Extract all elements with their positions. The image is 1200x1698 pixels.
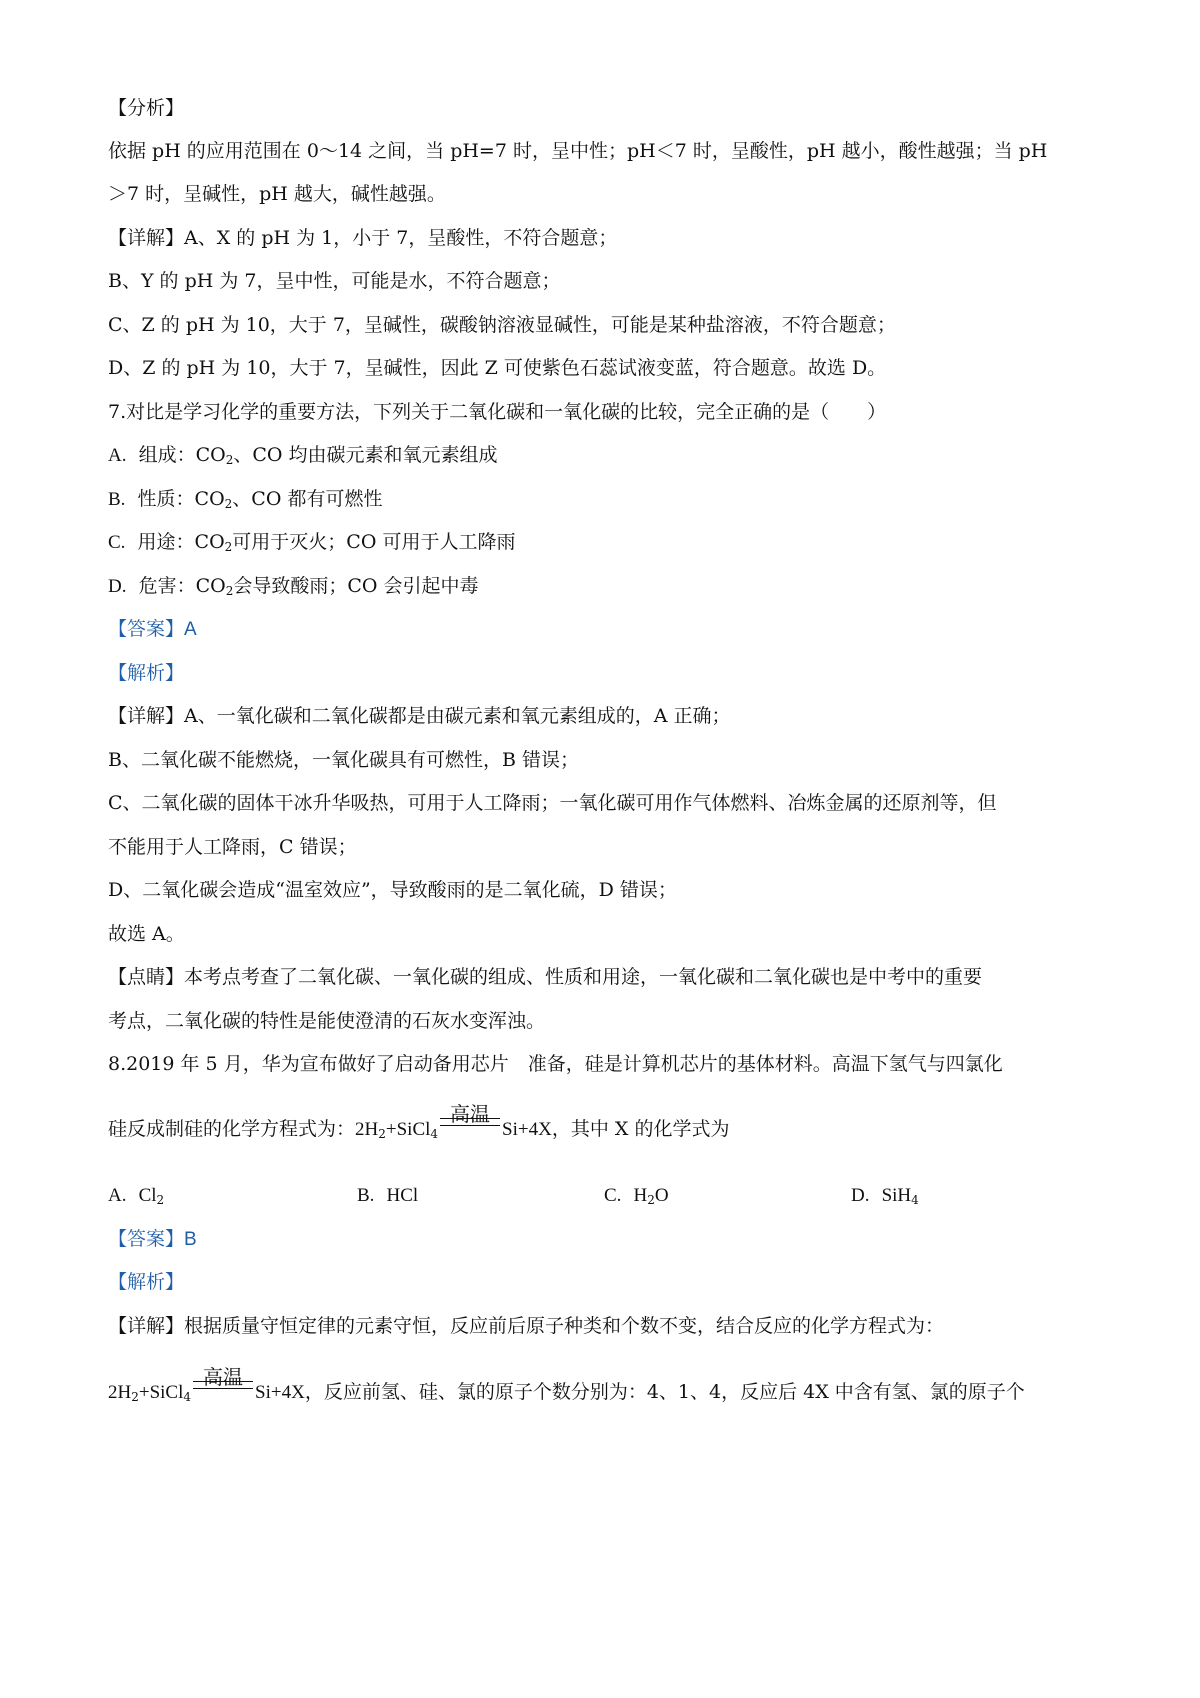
- q7-detail-c2: 不能用于人工降雨，C 错误；: [108, 836, 357, 858]
- answer-value: B: [184, 1229, 197, 1250]
- option-subscript: 2: [647, 1193, 655, 1207]
- equation-subscript: 4: [183, 1390, 192, 1404]
- option-letter: D.: [108, 576, 127, 597]
- option-text-post: 会导致酸雨；CO 会引起中毒: [233, 575, 479, 597]
- q7-stem: 7.对比是学习化学的重要方法，下列关于二氧化碳和一氧化碳的比较，完全正确的是（ ）: [108, 401, 887, 423]
- option-text-pre: SiH: [881, 1185, 912, 1206]
- analysis-detail-d: D、Z 的 pH 为 10，大于 7，呈碱性，因此 Z 可使紫色石蕊试液变蓝，符合题意。故选 D。: [108, 357, 887, 379]
- option-subscript: 4: [911, 1193, 919, 1207]
- q8-answer: [108, 1225, 197, 1254]
- q7-detail-b: B、二氧化碳不能燃烧，一氧化碳具有可燃性，B 错误；: [108, 749, 579, 771]
- equation-reactant-h2: 2H: [108, 1382, 132, 1403]
- analysis-detail-a: [108, 224, 617, 252]
- detail-text: ，反应前氢、硅、氯的原子个数分别为：4、1、4，反应后 4X 中含有氢、氯的原子个: [304, 1381, 1025, 1403]
- option-text-post: 、CO 都有可燃性: [232, 488, 383, 510]
- option-text-pre: Cl: [138, 1185, 157, 1206]
- option-letter: B.: [357, 1185, 375, 1206]
- q8-option-d: [851, 1181, 919, 1210]
- equation-reactant-h2: 2H: [355, 1119, 379, 1140]
- q7-explain-label: 【解析】: [108, 662, 185, 684]
- option-text-pre: 组成：CO: [138, 444, 226, 466]
- option-letter: D.: [851, 1185, 870, 1206]
- q8-stem-line2: [108, 1102, 730, 1144]
- q8-option-c: [604, 1181, 669, 1210]
- option-subscript: 2: [224, 540, 233, 554]
- analysis-detail-b: B、Y 的 pH 为 7，呈中性，可能是水，不符合题意；: [108, 270, 561, 292]
- q7-comment-line1: [108, 963, 982, 991]
- option-subscript: 2: [225, 584, 234, 598]
- q8-explain-label: 【解析】: [108, 1271, 185, 1293]
- option-letter: A.: [108, 445, 127, 466]
- q7-detail-d: D、二氧化碳会造成“温室效应”，导致酸雨的是二氧化硫，D 错误；: [108, 879, 677, 901]
- stem-post: ，其中 X 的化学式为: [551, 1118, 730, 1140]
- option-text-pre: 用途：CO: [137, 531, 225, 553]
- analysis-text-line2: ＞7 时，呈碱性，pH 越大，碱性越强。: [108, 183, 446, 205]
- option-subscript: 2: [156, 1193, 165, 1207]
- q7-answer: [108, 615, 197, 644]
- analysis-text-line1: 依据 pH 的应用范围在 0～14 之间，当 pH=7 时，呈中性；pH＜7 时，呈酸性，pH 越小，酸性越强；当 pH: [108, 140, 1048, 162]
- option-text-pre: H: [633, 1185, 648, 1206]
- reaction-arrow-equals: [193, 1365, 253, 1398]
- reaction-arrow-equals: [440, 1102, 500, 1135]
- q8-option-b: [357, 1181, 418, 1210]
- q7-option-d: [108, 572, 479, 601]
- q8-detail-line2: [108, 1365, 1025, 1407]
- q7-conclusion: 故选 A。: [108, 923, 185, 945]
- option-letter: B.: [108, 489, 126, 510]
- option-letter: C.: [604, 1185, 622, 1206]
- stem-pre: 硅反成制硅的化学方程式为：: [108, 1118, 356, 1140]
- detail-text: A、X 的 pH 为 1，小于 7，呈酸性，不符合题意；: [184, 227, 618, 249]
- equation-products: Si+4X: [255, 1382, 305, 1403]
- option-text-pre: 危害：CO: [138, 575, 226, 597]
- option-text-pre: HCl: [386, 1185, 419, 1206]
- detail-label: 【详解】: [108, 227, 185, 249]
- equation-subscript: 4: [430, 1127, 439, 1141]
- q7-comment-line2: 考点，二氧化碳的特性是能使澄清的石灰水变浑浊。: [108, 1010, 546, 1032]
- option-subscript: 2: [225, 453, 234, 467]
- answer-value: A: [184, 619, 197, 640]
- equation-subscript: 2: [131, 1390, 139, 1404]
- q8-detail-line1: [108, 1312, 944, 1340]
- equation-products: Si+4X: [502, 1119, 552, 1140]
- reaction-condition: 高温: [203, 1365, 244, 1389]
- comment-label: 【点睛】: [108, 966, 185, 988]
- detail-label: 【详解】: [108, 705, 185, 727]
- analysis-heading: 【分析】: [108, 97, 185, 119]
- option-text-pre: 性质：CO: [137, 488, 225, 510]
- analysis-detail-c: C、Z 的 pH 为 10，大于 7，呈碱性，碳酸钠溶液显碱性，可能是某种盐溶液，不符合题意；: [108, 314, 896, 336]
- option-text-post: 、CO 均由碳元素和氧元素组成: [233, 444, 498, 466]
- q7-detail-a: [108, 702, 731, 730]
- equation-reactant-sicl: +SiCl: [385, 1119, 431, 1140]
- option-letter: C.: [108, 532, 126, 553]
- q7-detail-c1: C、二氧化碳的固体干冰升华吸热，可用于人工降雨；一氧化碳可用作气体燃料、冶炼金属的还原剂等，但: [108, 792, 997, 814]
- option-text-post: 可用于灭火；CO 可用于人工降雨: [232, 531, 516, 553]
- detail-text: A、一氧化碳和二氧化碳都是由碳元素和氧元素组成的，A 正确；: [184, 705, 731, 727]
- detail-text: 根据质量守恒定律的元素守恒，反应前后原子种类和个数不变，结合反应的化学方程式为：: [184, 1315, 945, 1337]
- option-text-post: O: [654, 1185, 669, 1206]
- q7-option-a: [108, 441, 498, 470]
- q7-option-c: [108, 528, 515, 557]
- answer-label: 【答案】: [108, 1228, 185, 1250]
- answer-label: 【答案】: [108, 618, 185, 640]
- q7-option-b: [108, 485, 382, 514]
- equation-reactant-sicl: +SiCl: [138, 1382, 184, 1403]
- comment-text: 本考点考查了二氧化碳、一氧化碳的组成、性质和用途，一氧化碳和二氧化碳也是中考中的重要: [184, 966, 983, 988]
- reaction-condition: 高温: [450, 1102, 491, 1126]
- option-subscript: 2: [224, 497, 233, 511]
- option-letter: A.: [108, 1185, 127, 1206]
- q8-stem-line1: 8.2019 年 5 月，华为宣布做好了启动备用芯片 准备，硅是计算机芯片的基体材料。高温下氢气与四氯化: [108, 1053, 1003, 1075]
- detail-label: 【详解】: [108, 1315, 185, 1337]
- q8-option-a: [108, 1181, 164, 1210]
- equation-subscript: 2: [378, 1127, 386, 1141]
